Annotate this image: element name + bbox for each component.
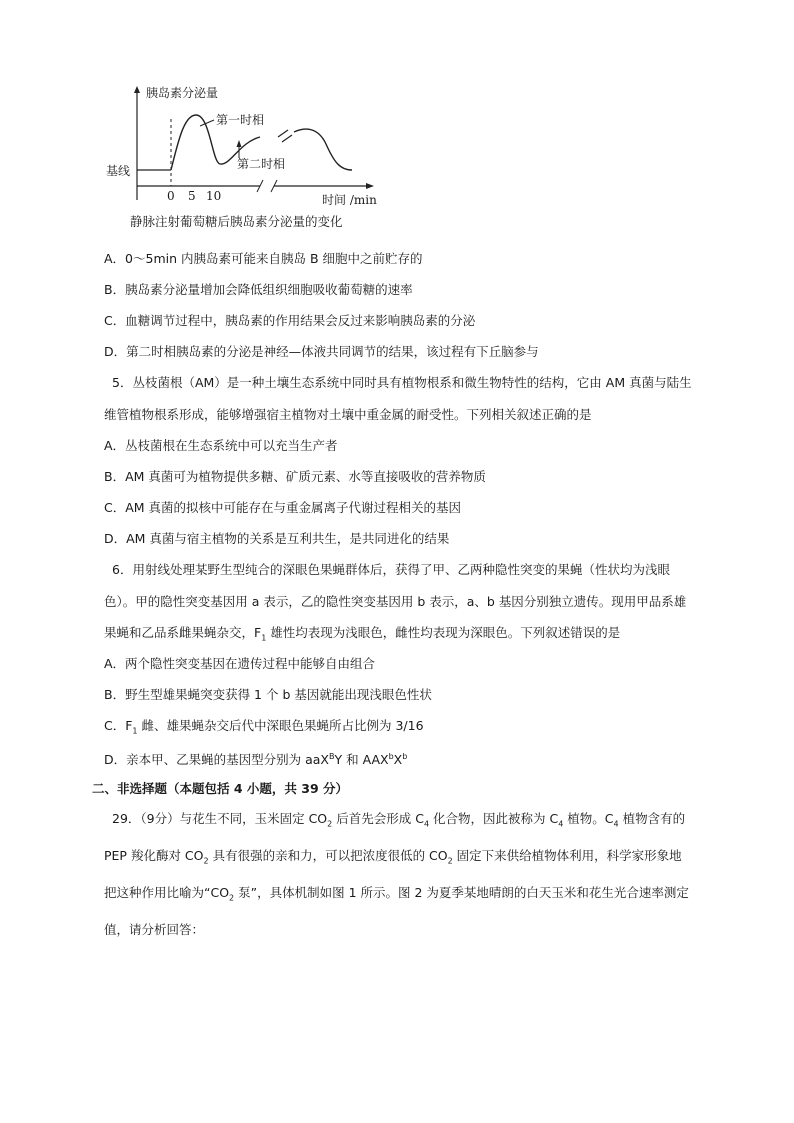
baseline-label: 基线 [106, 164, 131, 178]
curve-break-mark [282, 135, 292, 142]
figure-caption: 静脉注射葡萄糖后胰岛素分泌量的变化 [130, 214, 343, 229]
tick-label-5: 5 [188, 189, 196, 203]
y-axis-label: 胰岛素分泌量 [146, 86, 219, 100]
y-axis-arrow [134, 86, 140, 93]
insulin-chart-svg [100, 82, 390, 232]
tick-label-10: 10 [206, 189, 222, 203]
x-axis-label: 时间 /min [322, 193, 377, 207]
q5-option-b: B．AM 真菌可为植物提供多糖、矿质元素、水等直接吸收的营养物质 [104, 469, 486, 484]
q6-option-a: A．两个隐性突变基因在遗传过程中能够自由组合 [104, 656, 376, 671]
q6-option-c: C．$F_1$ 雌、雄果蝇杂交后代中深眼色果蝇所占比例为 3/16 [104, 718, 424, 736]
q4-option-c: C．血糖调节过程中，胰岛素的作用结果会反过来影响胰岛素的分泌 [104, 313, 476, 328]
x-axis-arrow [366, 183, 374, 189]
insulin-secretion-figure [100, 82, 390, 232]
q5-stem: 5．丛枝菌根（AM）是一种土壤生态系统中同时具有植物根系和微生物特性的结构，它由 AM 真菌与陆生维管植物根系形成，能够增强宿主植物对土壤中重金属的耐受性。下列相关叙述正确的是 [104, 375, 692, 422]
q5-option-d: D．AM 真菌与宿主植物的关系是互利共生，是共同进化的结果 [104, 531, 450, 546]
phase1-label: 第一时相 [216, 113, 265, 127]
tick-label-0: 0 [167, 189, 175, 203]
q6-stem: 6．用射线处理某野生型纯合的深眼色果蝇群体后，获得了甲、乙两种隐性突变的果蝇（性状均为浅眼色）。甲的隐性突变基因用 a 表示，乙的隐性突变基因用 b 表示，a、b 基因分别独立遗传。现用甲品系雄果蝇和乙品系雌果蝇杂交，$F_1$ 雄性均表现为浅眼色，雌性均表现为深眼色。下列叙述错误的是 [104, 562, 687, 643]
q5-option-a: A．丛枝菌根在生态系统中可以充当生产者 [104, 438, 338, 453]
phase2-label: 第二时相 [237, 157, 286, 171]
q4-option-d: D．第二时相胰岛素的分泌是神经—体液共同调节的结果，该过程有下丘脑参与 [104, 344, 539, 359]
q5-option-c: C．AM 真菌的拟核中可能存在与重金属离子代谢过程相关的基因 [104, 500, 462, 515]
section-2-heading: 二、非选择题（本题包括 4 小题，共 39 分） [92, 781, 349, 796]
q29-stem: 29．（9分）与花生不同，玉米固定 $CO_2$ 后首先会形成 $C_4$ 化合物，因此被称为 $C_4$ 植物。$C_4$ 植物含有的 PEP 羧化酶对 $CO_2$ 具有很强的亲和力，可以把浓度很低的 $CO_2$ 固定下来供给植物体利用，科学家形象地把这种作用比喻为“$CO_2$ 泵”，具体机制如图 1 所示。图 2 为夏季某地晴朗的白天玉米和花生光合速率测定值，请分析回答： [104, 811, 689, 937]
curve-break-mark [278, 130, 288, 137]
phase2-pointer-arrow [237, 140, 242, 147]
phase1-pointer [200, 120, 214, 126]
q6-option-b: B．野生型雄果蝇突变获得 1 个 b 基因就能出现浅眼色性状 [104, 687, 432, 702]
q4-option-b: B．胰岛素分泌量增加会降低组织细胞吸收葡萄糖的速率 [104, 282, 413, 297]
q6-option-d: D．亲本甲、乙果蝇的基因型分别为 aaX$^B$Y 和 $AAX^bX^b$ [104, 752, 408, 768]
insulin-curve-phase2 [294, 129, 352, 170]
q4-option-a: A．0～5min 内胰岛素可能来自胰岛 B 细胞中之前贮存的 [104, 251, 423, 266]
